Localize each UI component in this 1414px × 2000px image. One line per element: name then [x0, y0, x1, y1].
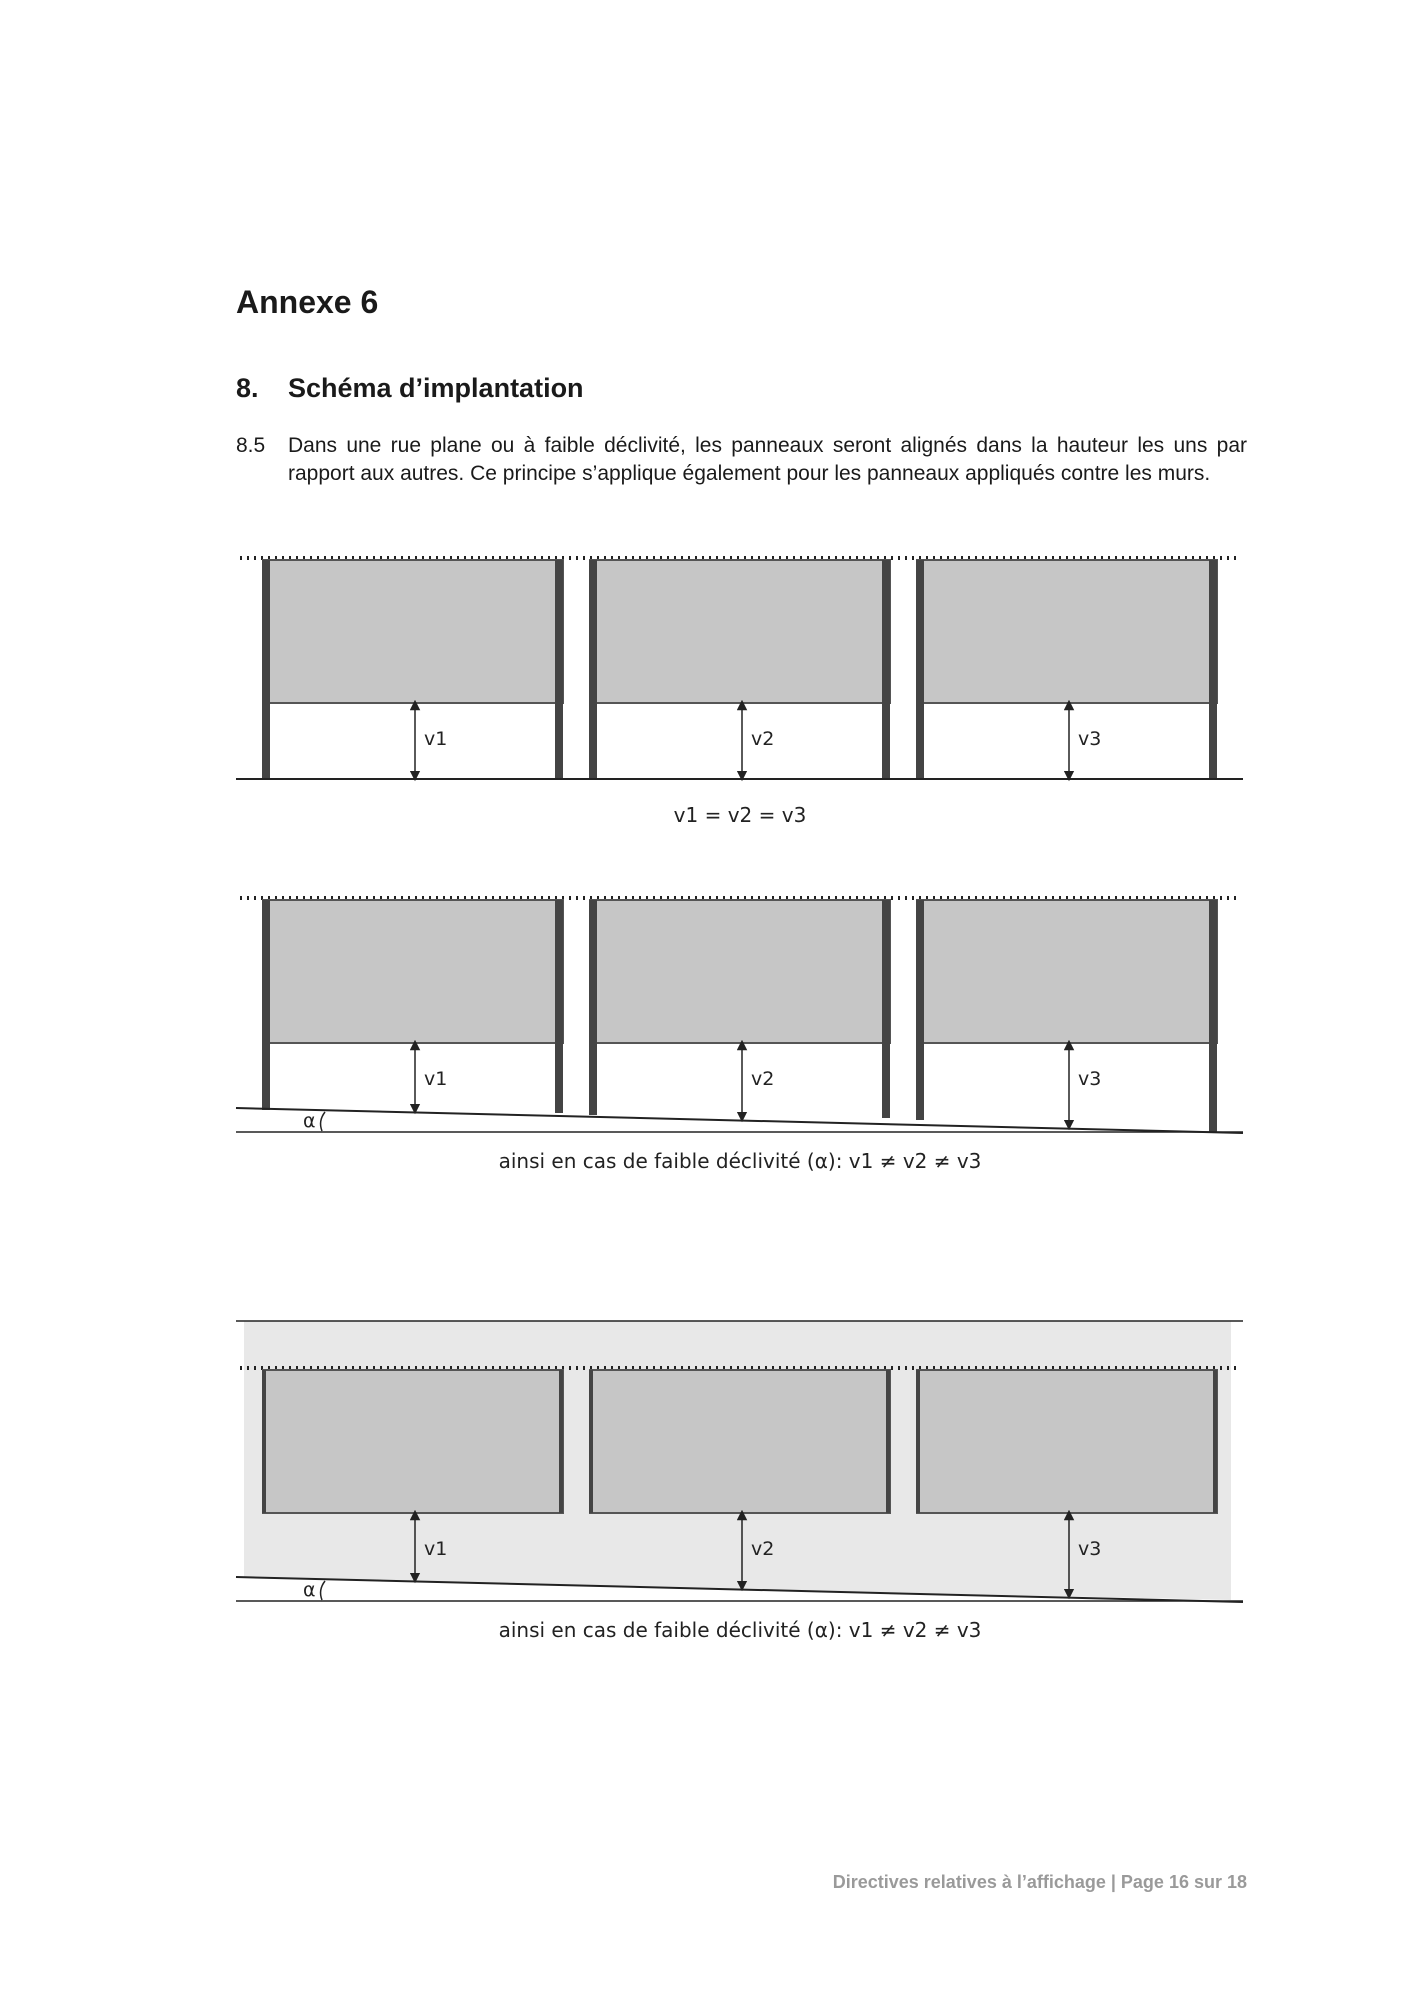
- panel-1: [262, 900, 563, 1113]
- panel-3: [916, 560, 1217, 779]
- page-footer: Directives relatives à l’affichage | Page 16 sur 18: [832, 1872, 1247, 1892]
- annex-title: Annexe 6: [236, 284, 379, 320]
- v1-label: v1: [424, 1068, 448, 1090]
- v2-label: v2: [751, 728, 775, 750]
- panel-3: [916, 1370, 1217, 1513]
- diagram-flat-street: [236, 558, 1243, 827]
- sloped-ground-line: [236, 1108, 1243, 1133]
- section-title: Schéma d’implantation: [288, 373, 584, 403]
- alpha-label: α: [303, 1110, 316, 1132]
- diagram-3-caption: ainsi en cas de faible déclivité (α): v1 ≠ v2 ≠ v3: [498, 1618, 982, 1642]
- diagram-2-caption: ainsi en cas de faible déclivité (α): v1 ≠ v2 ≠ v3: [498, 1149, 982, 1173]
- angle-arc: [321, 1112, 325, 1131]
- v1-label: v1: [424, 1538, 448, 1560]
- v2-label: v2: [751, 1068, 775, 1090]
- section-number: 8.: [236, 373, 259, 403]
- panel-2: [589, 900, 890, 1118]
- v3-label: v3: [1078, 1068, 1102, 1090]
- panel-1: [262, 1370, 563, 1513]
- panel-2: [589, 560, 890, 779]
- diagram-wall-mounted: [236, 1321, 1243, 1642]
- angle-arc: [321, 1581, 325, 1600]
- alpha-label: α: [303, 1579, 316, 1601]
- panel-1: [262, 560, 563, 779]
- panel-3: [916, 900, 1217, 1133]
- panel-2: [589, 1370, 890, 1513]
- paragraph-number: 8.5: [236, 434, 266, 457]
- v1-label: v1: [424, 728, 448, 750]
- diagram-sloped-street: [236, 898, 1243, 1173]
- v3-label: v3: [1078, 1538, 1102, 1560]
- diagram-1-caption: v1 = v2 = v3: [673, 803, 807, 827]
- v3-label: v3: [1078, 728, 1102, 750]
- v2-label: v2: [751, 1538, 775, 1560]
- paragraph-text: Dans une rue plane ou à faible déclivité, les panneaux seront alignés dans la hauteur les uns par rapport aux autres. Ce principe s’applique également pour les panneaux appliqués contre les murs.: [288, 434, 1247, 485]
